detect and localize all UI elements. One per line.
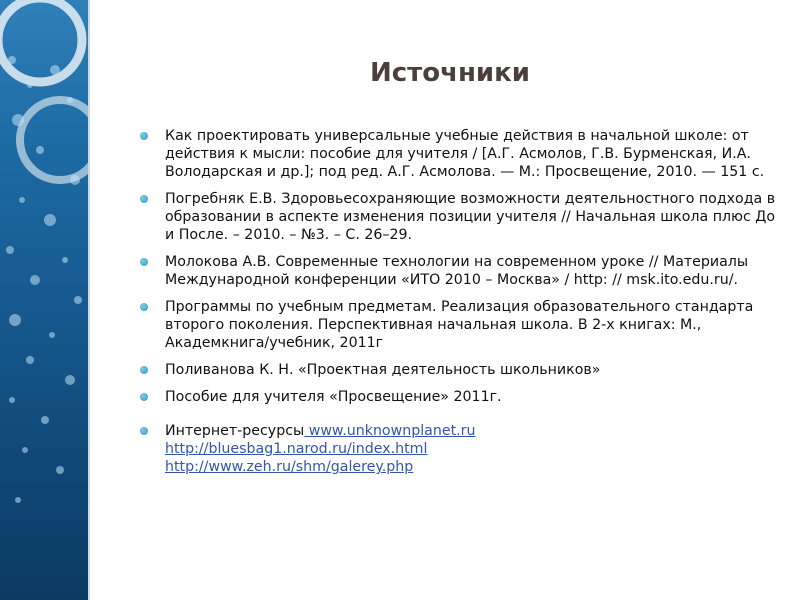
internet-resources-label: Интернет-ресурсы: [165, 423, 305, 439]
decorative-water-panel: [0, 0, 88, 600]
reference-text: Погребняк Е.В. Здоровьесохраняющие возможности деятельностного подхода в образовании в аспекте изменения позиции учителя // Начальная школа плюс До и После. – 2010. – №3. – С. 26–29.: [165, 191, 776, 243]
water-drops-graphic: [0, 0, 88, 600]
list-item: [136, 361, 776, 379]
reference-list: [136, 127, 776, 485]
list-item: [136, 388, 776, 406]
reference-text: Молокова А.В. Современные технологии на современном уроке // Материалы Международной конференции «ИТО 2010 – Москва» / http: // msk.ito.edu.ru/.: [165, 254, 749, 288]
list-item: [136, 190, 776, 244]
reference-text: Как проектировать универсальные учебные действия в начальной школе: от действия к мысли: пособие для учителя / [А.Г. Асмолов, Г.В. Бурменская, И.А. Володарская и др.]; под ред. А.Г. Асмолова. — М.: Просвещение, 2010. — 151 с.: [165, 128, 765, 180]
slide-title: Источники: [370, 58, 530, 88]
bullet-icon: [140, 258, 148, 266]
reference-text: Поливанова К. Н. «Проектная деятельность школьников»: [165, 362, 601, 378]
list-item: [136, 253, 776, 289]
bullet-icon: [140, 427, 148, 435]
list-item: [136, 298, 776, 352]
link-unknownplanet[interactable]: www.unknownplanet.ru: [304, 423, 476, 439]
panel-divider: [88, 0, 90, 600]
bullet-icon: [140, 303, 148, 311]
list-item: [136, 127, 776, 181]
reference-text: Программы по учебным предметам. Реализация образовательного стандарта второго поколения. Перспективная начальная школа. В 2-х книгах: М., Академкнига/учебник, 2011г: [165, 299, 754, 351]
reference-text: Пособие для учителя «Просвещение» 2011г.: [165, 389, 502, 405]
bullet-icon: [140, 132, 148, 140]
link-bluesbag[interactable]: http://bluesbag1.narod.ru/index.html: [165, 441, 428, 457]
link-zeh[interactable]: http://www.zeh.ru/shm/galerey.php: [165, 459, 414, 475]
bullet-icon: [140, 366, 148, 374]
bullet-icon: [140, 195, 148, 203]
internet-resources-item: [136, 422, 776, 476]
bullet-icon: [140, 393, 148, 401]
